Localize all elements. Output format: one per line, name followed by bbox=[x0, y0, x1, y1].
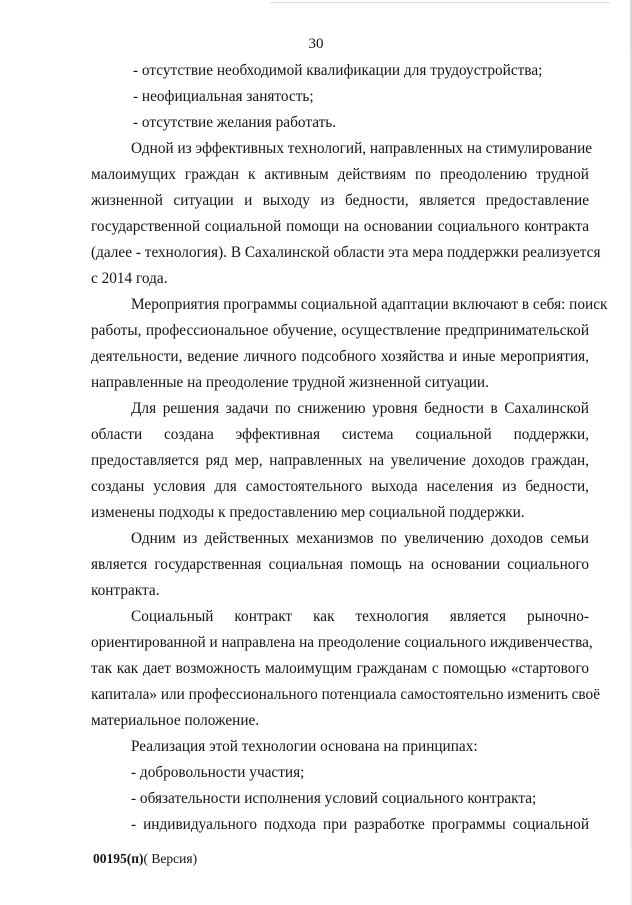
list-item: - неофициальная занятость; bbox=[133, 88, 314, 105]
paragraph-line: материальное положение. bbox=[91, 712, 260, 729]
list-item: - обязательности исполнения условий социального контракта; bbox=[131, 790, 537, 807]
paragraph-line: Одним из действенных механизмов по увеличению доходов семьи bbox=[131, 530, 589, 547]
scan-top-rule bbox=[270, 2, 610, 3]
paragraph-line: является государственная социальная помощь на основании социального bbox=[91, 556, 589, 573]
document-footer bbox=[93, 851, 197, 867]
paragraph-line: деятельности, ведение личного подсобного хозяйства и иные мероприятия, bbox=[91, 348, 589, 365]
paragraph-line: области созданa эффективная система социальной поддержки, bbox=[91, 426, 589, 443]
paragraph-line: жизненной ситуации и выходу из бедности, является предоставление bbox=[91, 192, 589, 209]
list-item: - индивидуального подхода при разработке программы социальной bbox=[131, 816, 589, 833]
paragraph-line: контракта. bbox=[91, 582, 160, 599]
paragraph-line: Реализация этой технологии основана на принципах: bbox=[131, 738, 478, 755]
paragraph-line: малоимущих граждан к активным действиям по преодолению трудной bbox=[91, 166, 589, 183]
paragraph-line: Одной из эффективных технологий, направленных на стимулирование bbox=[131, 140, 593, 157]
paragraph-line: Мероприятия программы социальной адаптации включают в себя: поиск bbox=[131, 296, 608, 313]
paragraph-line: капитала» или профессионального потенциала самостоятельно изменить своё bbox=[91, 686, 600, 703]
list-item: - отсутствие необходимой квалификации для трудоустройства; bbox=[133, 62, 543, 79]
paragraph-line: Для решения задачи по снижению уровня бедности в Сахалинской bbox=[131, 400, 589, 417]
paragraph-line: так как дает возможность малоимущим гражданам с помощью «стартового bbox=[91, 660, 589, 677]
paragraph-line: ориентированной и направлена на преодоление социального иждивенчества, bbox=[91, 634, 593, 651]
paragraph-line: с 2014 года. bbox=[91, 270, 168, 287]
paragraph-line: созданы условия для самостоятельного выхода населения из бедности, bbox=[91, 478, 589, 495]
paragraph-line: государственной социальной помощи на основании социального контракта bbox=[91, 218, 589, 235]
page-number: 30 bbox=[308, 36, 324, 52]
paragraph-line: предоставляется ряд мер, направленных на увеличение доходов граждан, bbox=[91, 452, 589, 469]
paragraph-line: (далее - технология). В Сахалинской области эта мера поддержки реализуется bbox=[91, 244, 601, 261]
list-item: - отсутствие желания работать. bbox=[133, 114, 337, 131]
paragraph-line: изменены подходы к предоставлению мер социальной поддержки. bbox=[91, 504, 525, 521]
paragraph-line: работы, профессиональное обучение, осуществление предпринимательской bbox=[91, 322, 589, 339]
paragraph-line: Социальный контракт как технология является рыночно- bbox=[131, 608, 589, 625]
list-item: - добровольности участия; bbox=[131, 764, 305, 781]
document-version: ( Версия) bbox=[143, 851, 198, 866]
document-code: 00195(п) bbox=[93, 851, 144, 866]
paragraph-line: направленные на преодоление трудной жизненной ситуации. bbox=[91, 374, 489, 391]
